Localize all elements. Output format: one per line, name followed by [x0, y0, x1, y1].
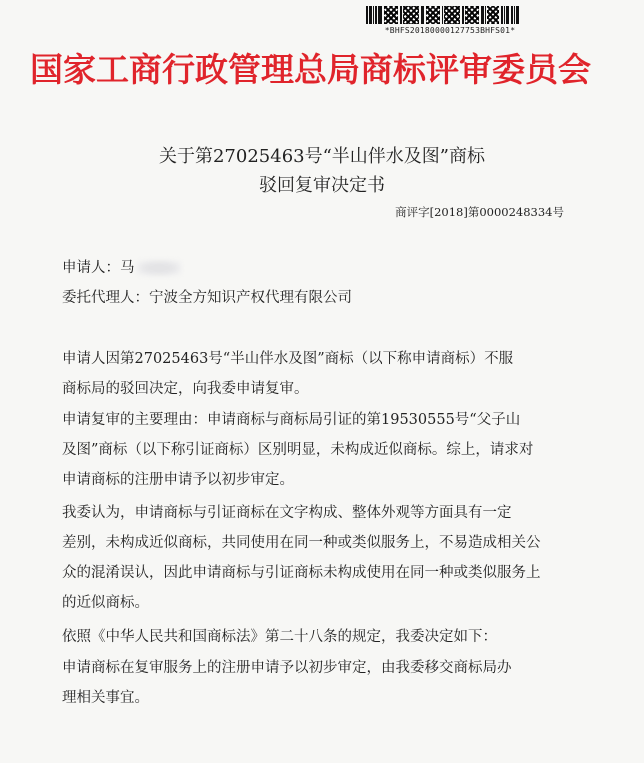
paragraph-2-line: 及图”商标（以下称引证商标）区别明显，未构成近似商标。综上，请求对 [62, 442, 534, 458]
redacted-name [137, 260, 181, 276]
paragraph-2-line: 申请复审的主要理由：申请商标与商标局引证的第19530555号“父子山 [62, 412, 521, 428]
paragraph-2-line: 申请商标的注册申请予以初步审定。 [62, 472, 294, 488]
paragraph-1-line: 申请人因第27025463号“半山伴水及图”商标（以下称申请商标）不服 [62, 351, 514, 367]
agent-text: 委托代理人：宁波全方知识产权代理有限公司 [62, 290, 352, 306]
document-title-line2: 驳回复审决定书 [259, 175, 385, 196]
paragraph-5-line: 理相关事宜。 [62, 690, 149, 706]
org-header-title: 国家工商行政管理总局商标评审委员会 [30, 50, 591, 89]
paragraph-5-line: 申请商标在复审服务上的注册申请予以初步审定，由我委移交商标局办 [62, 660, 512, 676]
applicant-label: 申请人：马 [62, 260, 135, 276]
document-title-line1: 关于第27025463号“半山伴水及图”商标 [158, 146, 486, 167]
agent-line [62, 283, 582, 313]
paragraph-4-line: 依照《中华人民共和国商标法》第二十八条的规定，我委决定如下： [62, 629, 497, 645]
barcode-text: *BHFS20180000127753BHFS01* [384, 26, 516, 35]
paragraph-3-line: 我委认为，申请商标与引证商标在文字构成、整体外观等方面具有一定 [62, 505, 512, 521]
applicant-line [62, 253, 582, 283]
paragraph-3-line: 差别，未构成近似商标，共同使用在同一种或类似服务上，不易造成相关公 [62, 535, 541, 551]
paragraph-1-line: 商标局的驳回决定，向我委申请复审。 [62, 381, 309, 397]
paragraph-2 [62, 405, 582, 495]
paragraph-3-line: 的近似商标。 [62, 595, 149, 611]
paragraph-5 [62, 653, 582, 713]
barcode-graphic [366, 6, 534, 24]
document-number: 商评字[2018]第0000248334号 [395, 205, 564, 219]
paragraph-3-line: 众的混淆误认，因此申请商标与引证商标未构成使用在同一种或类似服务上 [62, 565, 541, 581]
paragraph-4 [62, 622, 582, 652]
paragraph-1 [62, 344, 582, 404]
paragraph-3 [62, 498, 582, 618]
